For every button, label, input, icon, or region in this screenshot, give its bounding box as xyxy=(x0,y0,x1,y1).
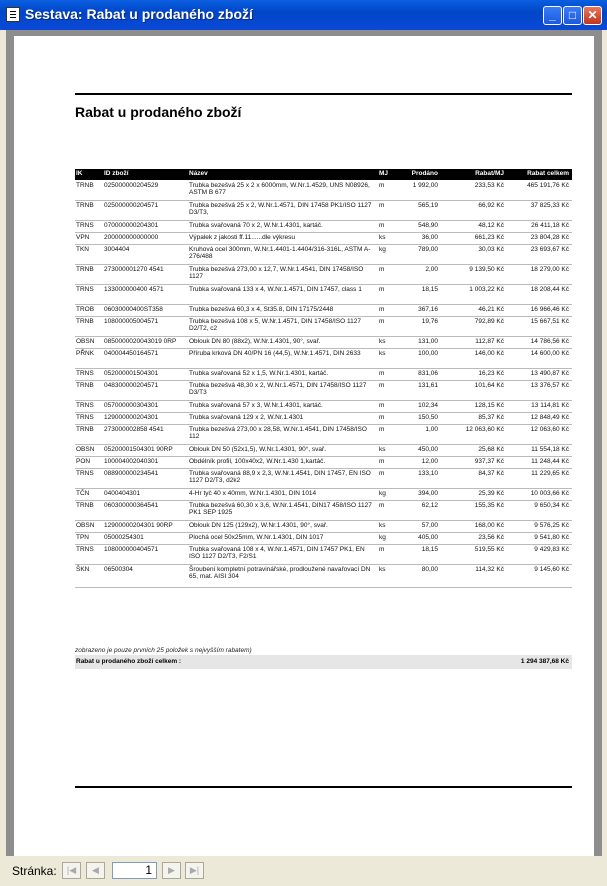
table-row xyxy=(75,521,572,533)
cell-price: 18,15 xyxy=(421,286,438,293)
cell-total: 13 114,81 Kč xyxy=(531,402,569,409)
prev-page-button[interactable]: ◀ xyxy=(86,862,105,879)
cell-disc: 112,87 Kč xyxy=(475,338,504,345)
table-row xyxy=(75,305,572,317)
cell-id: 108000005004571 xyxy=(104,318,159,325)
cell-name: Trubka bezešvá 25 x 2 x 6000mm, W.Nr.1.4529, UNS N08926, ASTM B 677 xyxy=(189,182,370,197)
cell-name: Trubka svařovaná 52 x 1,5, W.Nr.1.4301, kartáč. xyxy=(189,370,329,377)
cell-ik: TRNS xyxy=(76,414,94,421)
cell-mj: m xyxy=(379,318,385,325)
cell-ik: TRNS xyxy=(76,222,94,229)
cell-disc: 519,55 Kč xyxy=(474,546,504,553)
cell-id: 040004450164571 xyxy=(104,350,159,357)
cell-total: 9 541,80 Kč xyxy=(534,534,569,541)
cell-name: Trubka bezešvá 25 x 2, W.Nr.1.4571, DIN 17458 PK1/ISO 1127 D3/T3, xyxy=(189,202,372,217)
col-header-id: ID zboží xyxy=(104,170,129,177)
table-row xyxy=(75,337,572,349)
cell-ik: TPN xyxy=(76,534,89,541)
cell-id: 05000254301 xyxy=(104,534,144,541)
col-header-total: Rabat celkem xyxy=(527,170,569,177)
total-value: 1 294 387,68 Kč xyxy=(520,658,569,665)
cell-ik: TRNS xyxy=(76,286,94,293)
cell-price: 19,76 xyxy=(421,318,438,325)
cell-ik: TRNB xyxy=(76,202,94,209)
cell-mj: m xyxy=(379,370,385,377)
title-bar xyxy=(0,0,607,30)
cell-total: 15 667,51 Kč xyxy=(530,318,569,325)
cell-total: 14 786,56 Kč xyxy=(530,338,569,345)
cell-name: Trubka bezešvá 273,00 x 12,7, W.Nr.1.4541, DIN 17458/ISO 1127 xyxy=(189,266,364,281)
cell-total: 12 063,60 Kč xyxy=(530,426,569,433)
cell-ik: VPN xyxy=(76,234,90,241)
cell-name: Trubka svařovaná 88,9 x 2,3, W.Nr.1.4541, DIN 17457, EN ISO 1127 D2/T3, d2k2 xyxy=(189,470,371,485)
cell-mj: m xyxy=(379,426,385,433)
cell-ik: TRNB xyxy=(76,266,94,273)
col-header-name: Název xyxy=(189,170,208,177)
cell-mj: m xyxy=(379,470,385,477)
cell-total: 465 191,76 Kč xyxy=(527,182,569,189)
page-label: Stránka: xyxy=(12,864,57,878)
cell-price: 548,90 xyxy=(418,222,438,229)
cell-id: 133000000400 4571 xyxy=(104,286,164,293)
cell-price: 394,00 xyxy=(418,490,438,497)
header-rule xyxy=(75,93,572,95)
cell-name: Trubka svařovaná 129 x 2, W.Nr.1.4301 xyxy=(189,414,304,421)
cell-ik: TRNS xyxy=(76,402,94,409)
cell-disc: 155,35 Kč xyxy=(474,502,504,509)
cell-mj: kg xyxy=(379,534,386,541)
cell-disc: 84,37 Kč xyxy=(478,470,504,477)
cell-name: Trubka bezešvá 48,30 x 2, W.Nr.1.4571, DIN 17458/ISO 1127 D3/T3 xyxy=(189,382,367,397)
table-row xyxy=(75,425,572,445)
cell-disc: 12 063,60 Kč xyxy=(465,426,504,433)
cell-id: 070000000204301 xyxy=(104,222,159,229)
cell-price: 565,19 xyxy=(418,202,438,209)
cell-total: 9 429,83 Kč xyxy=(534,546,569,553)
cell-name: Příruba krková DN 40/PN 16 (44,5), W.Nr.1.4571, DIN 2633 xyxy=(189,350,361,357)
cell-mj: kg xyxy=(379,246,386,253)
col-header-mj: MJ xyxy=(379,170,389,177)
window-title: Sestava: Rabat u prodaného zboží xyxy=(25,6,253,22)
cell-price: 450,00 xyxy=(418,446,438,453)
cell-ik: PON xyxy=(76,458,91,465)
cell-ik: TROB xyxy=(76,306,95,313)
table-row xyxy=(75,565,572,588)
cell-mj: ks xyxy=(379,234,386,241)
cell-disc: 30,03 Kč xyxy=(478,246,504,253)
cell-name: Trubka svařovaná 57 x 3, W.Nr.1.4301, kartáč. xyxy=(189,402,323,409)
cell-ik: TRNB xyxy=(76,382,94,389)
cell-ik: TRNB xyxy=(76,318,94,325)
cell-ik: TRNS xyxy=(76,370,94,377)
cell-name: Oblouk DN 125 (129x2), W.Nr.1.4301, 90°, svař. xyxy=(189,522,328,529)
cell-total: 11 248,44 Kč xyxy=(531,458,569,465)
cell-price: 131,61 xyxy=(418,382,438,389)
table-row xyxy=(75,445,572,457)
cell-name: Trubka svařovaná 133 x 4, W.Nr.1.4571, DIN 17457, class 1 xyxy=(189,286,362,293)
report-icon xyxy=(6,7,20,22)
cell-id: 273000001270 4541 xyxy=(104,266,164,273)
cell-mj: m xyxy=(379,306,385,313)
table-row xyxy=(75,233,572,245)
cell-id: 200000000000000 xyxy=(104,234,159,241)
cell-total: 13 376,57 Kč xyxy=(530,382,569,389)
cell-ik: TRNS xyxy=(76,470,94,477)
first-page-button[interactable]: |◀ xyxy=(62,862,81,879)
cell-price: 102,34 xyxy=(418,402,438,409)
cell-mj: ks xyxy=(379,350,386,357)
col-header-ik: IK xyxy=(76,170,83,177)
table-row xyxy=(75,533,572,545)
cell-total: 16 966,46 Kč xyxy=(530,306,569,313)
cell-total: 11 554,18 Kč xyxy=(531,446,569,453)
cell-mj: m xyxy=(379,402,385,409)
cell-disc: 168,00 Kč xyxy=(474,522,504,529)
cell-id: 129000000204301 xyxy=(104,414,159,421)
cell-disc: 937,37 Kč xyxy=(474,458,504,465)
cell-name: Trubka svařovaná 70 x 2, W.Nr.1.4301, kartáč. xyxy=(189,222,323,229)
cell-id: 048300000204571 xyxy=(104,382,159,389)
cell-total: 23 693,67 Kč xyxy=(530,246,569,253)
cell-total: 18 208,44 Kč xyxy=(530,286,569,293)
cell-disc: 25,39 Kč xyxy=(478,490,504,497)
cell-disc: 146,00 Kč xyxy=(474,350,504,357)
cell-mj: m xyxy=(379,382,385,389)
cell-price: 367,16 xyxy=(418,306,438,313)
cell-price: 80,00 xyxy=(421,566,438,573)
table-row xyxy=(75,181,572,201)
cell-mj: m xyxy=(379,414,385,421)
cell-id: 088900000234541 xyxy=(104,470,159,477)
cell-ik: OBSN xyxy=(76,446,95,453)
cell-price: 2,00 xyxy=(425,266,438,273)
cell-id: 12900000204301 90RP xyxy=(104,522,173,529)
table-row xyxy=(75,285,572,305)
cell-price: 150,50 xyxy=(418,414,438,421)
table-header xyxy=(75,169,572,180)
col-header-discount: Rabat/MJ xyxy=(475,170,504,177)
cell-price: 133,10 xyxy=(418,470,438,477)
cell-total: 10 003,66 Kč xyxy=(530,490,569,497)
table-row xyxy=(75,469,572,489)
cell-total: 13 490,87 Kč xyxy=(530,370,569,377)
table-row xyxy=(75,545,572,565)
cell-total: 9 145,60 Kč xyxy=(534,566,569,573)
cell-name: 4-Hr tyč 40 x 40mm, W.Nr.1.4301, DIN 1014 xyxy=(189,490,317,497)
cell-disc: 661,23 Kč xyxy=(474,234,504,241)
table-row xyxy=(75,317,572,337)
cell-mj: ks xyxy=(379,566,386,573)
cell-total: 11 229,65 Kč xyxy=(531,470,569,477)
next-page-button[interactable]: ▶ xyxy=(162,862,181,879)
cell-name: Oblouk DN 50 (52x1,5), W.Nr.1.4301, 90°, svař. xyxy=(189,446,326,453)
table-row xyxy=(75,489,572,501)
cell-name: Trubka bezešvá 108 x 5, W.Nr.1.4571, DIN 17458/ISO 1127 D2/T2, c2 xyxy=(189,318,361,333)
table-row xyxy=(75,381,572,401)
cell-name: Plochá ocel 50x25mm, W.Nr.1.4301, DIN 1017 xyxy=(189,534,324,541)
cell-ik: TRNB xyxy=(76,426,94,433)
total-row xyxy=(75,655,572,669)
report-preview-area[interactable] xyxy=(6,30,602,856)
maximize-button[interactable]: □ xyxy=(563,6,582,25)
cell-price: 12,00 xyxy=(421,458,438,465)
minimize-button[interactable]: _ xyxy=(543,6,562,25)
cell-id: 0850000020043019 0RP xyxy=(104,338,177,345)
cell-mj: m xyxy=(379,222,385,229)
cell-disc: 9 139,50 Kč xyxy=(469,266,504,273)
close-button[interactable]: ✕ xyxy=(583,6,602,25)
col-header-price: Prodáno xyxy=(411,170,438,177)
cell-mj: m xyxy=(379,266,385,273)
table-body xyxy=(75,181,572,588)
cell-name: Kruhová ocel 300mm, W.Nr.1.4401-1.4404/316-316L, ASTM A-276/488 xyxy=(189,246,371,261)
cell-disc: 23,56 Kč xyxy=(478,534,504,541)
cell-disc: 233,53 Kč xyxy=(474,182,504,189)
cell-id: 100004002040301 xyxy=(104,458,159,465)
cell-disc: 114,32 Kč xyxy=(475,566,504,573)
cell-name: Trubka svařovaná 108 x 4, W.Nr.1.4571, DIN 17457 PK1, EN ISO 1127 D2/T3, F2/S1 xyxy=(189,546,365,561)
cell-ik: PŘNK xyxy=(76,350,95,357)
cell-disc: 16,23 Kč xyxy=(478,370,504,377)
cell-mj: m xyxy=(379,202,385,209)
cell-disc: 25,68 Kč xyxy=(478,446,504,453)
cell-id: 057000000304301 xyxy=(104,402,159,409)
cell-mj: m xyxy=(379,502,385,509)
cell-ik: TČN xyxy=(76,490,90,497)
cell-price: 405,00 xyxy=(418,534,438,541)
cell-mj: ks xyxy=(379,522,386,529)
cell-id: 025000000204571 xyxy=(104,202,159,209)
table-row xyxy=(75,201,572,221)
cell-id: 3004404 xyxy=(104,246,130,253)
table-row xyxy=(75,221,572,233)
cell-mj: m xyxy=(379,546,385,553)
cell-ik: TRNB xyxy=(76,182,94,189)
cell-ik: TRNS xyxy=(76,546,94,553)
cell-name: Šroubení kompletní potravinářské, prodloužené navařovací DN 65, mat. AISI 304 xyxy=(189,566,371,581)
last-page-button[interactable]: ▶| xyxy=(185,862,204,879)
cell-price: 36,00 xyxy=(421,234,438,241)
footnote: zobrazeno je pouze prvních 25 položek s nejvyšším rabatem) xyxy=(75,647,252,654)
footer-rule xyxy=(75,786,572,788)
cell-price: 100,00 xyxy=(418,350,438,357)
cell-ik: TKN xyxy=(76,246,89,253)
cell-ik: OBSN xyxy=(76,338,95,345)
table-row xyxy=(75,265,572,285)
cell-ik: OBSN xyxy=(76,522,95,529)
cell-disc: 48,12 Kč xyxy=(478,222,504,229)
cell-mj: ks xyxy=(379,446,386,453)
cell-price: 831,06 xyxy=(418,370,438,377)
cell-price: 789,00 xyxy=(418,246,438,253)
cell-id: 06030000400ST358 xyxy=(104,306,163,313)
total-label: Rabat u prodaného zboží celkem : xyxy=(76,658,182,665)
cell-id: 060300000364541 xyxy=(104,502,159,509)
cell-price: 131,00 xyxy=(418,338,438,345)
cell-name: Výpalek z jakosti ff.11......dle výkresu xyxy=(189,234,295,241)
table-row xyxy=(75,349,572,369)
cell-price: 18,15 xyxy=(421,546,438,553)
cell-price: 1 992,00 xyxy=(412,182,438,189)
cell-disc: 128,15 Kč xyxy=(474,402,504,409)
cell-name: Trubka bezešvá 60,3 x 4, St35.8, DIN 17175/2448 xyxy=(189,306,334,313)
cell-disc: 792,89 Kč xyxy=(474,318,504,325)
cell-total: 14 600,00 Kč xyxy=(530,350,569,357)
cell-total: 9 576,25 Kč xyxy=(534,522,569,529)
cell-disc: 46,21 Kč xyxy=(478,306,504,313)
cell-total: 18 279,00 Kč xyxy=(530,266,569,273)
cell-disc: 85,37 Kč xyxy=(478,414,504,421)
cell-disc: 66,92 Kč xyxy=(478,202,504,209)
cell-mj: kg xyxy=(379,490,386,497)
cell-id: 06500304 xyxy=(104,566,133,573)
cell-total: 26 411,18 Kč xyxy=(531,222,569,229)
cell-total: 12 848,49 Kč xyxy=(530,414,569,421)
table-row xyxy=(75,501,572,521)
cell-mj: m xyxy=(379,286,385,293)
cell-id: 025000000204529 xyxy=(104,182,159,189)
table-row xyxy=(75,245,572,265)
report-title: Rabat u prodaného zboží xyxy=(75,104,242,120)
cell-total: 37 825,33 Kč xyxy=(530,202,569,209)
cell-name: Oblouk DN 80 (88x2), W.Nr.1.4301, 90°, svař. xyxy=(189,338,321,345)
cell-mj: m xyxy=(379,458,385,465)
cell-id: 273000002858 4541 xyxy=(104,426,164,433)
cell-disc: 1 003,22 Kč xyxy=(469,286,504,293)
cell-mj: ks xyxy=(379,338,386,345)
cell-price: 62,12 xyxy=(421,502,438,509)
cell-name: Obdélník profil, 100x40x2, W.Nr.1.430 1,kartáč. xyxy=(189,458,326,465)
cell-ik: TRNB xyxy=(76,502,94,509)
cell-price: 57,00 xyxy=(421,522,438,529)
cell-mj: m xyxy=(379,182,385,189)
report-page xyxy=(14,36,594,856)
cell-id: 108000000404571 xyxy=(104,546,159,553)
table-row xyxy=(75,401,572,413)
cell-name: Trubka bezešvá 273,00 x 28,58, W.Nr.1.4541, DIN 17458/ISO 112 xyxy=(189,426,367,441)
cell-price: 1,00 xyxy=(425,426,438,433)
table-row xyxy=(75,369,572,381)
table-row xyxy=(75,457,572,469)
cell-id: 05200001504301 90RP xyxy=(104,446,173,453)
page-number-input[interactable]: 1 xyxy=(112,862,157,879)
page-navigation xyxy=(0,856,607,886)
cell-ik: ŠKN xyxy=(76,566,90,573)
cell-total: 9 650,34 Kč xyxy=(534,502,569,509)
cell-disc: 101,64 Kč xyxy=(474,382,504,389)
cell-id: 0400404301 xyxy=(104,490,141,497)
table-row xyxy=(75,413,572,425)
cell-id: 052000001504301 xyxy=(104,370,159,377)
cell-total: 23 804,28 Kč xyxy=(530,234,569,241)
cell-name: Trubka bezešvá 60,30 x 3,6, W.Nr.1.4541, DIN17 458/ISO 1127 PK1 SEP 1925 xyxy=(189,502,372,517)
